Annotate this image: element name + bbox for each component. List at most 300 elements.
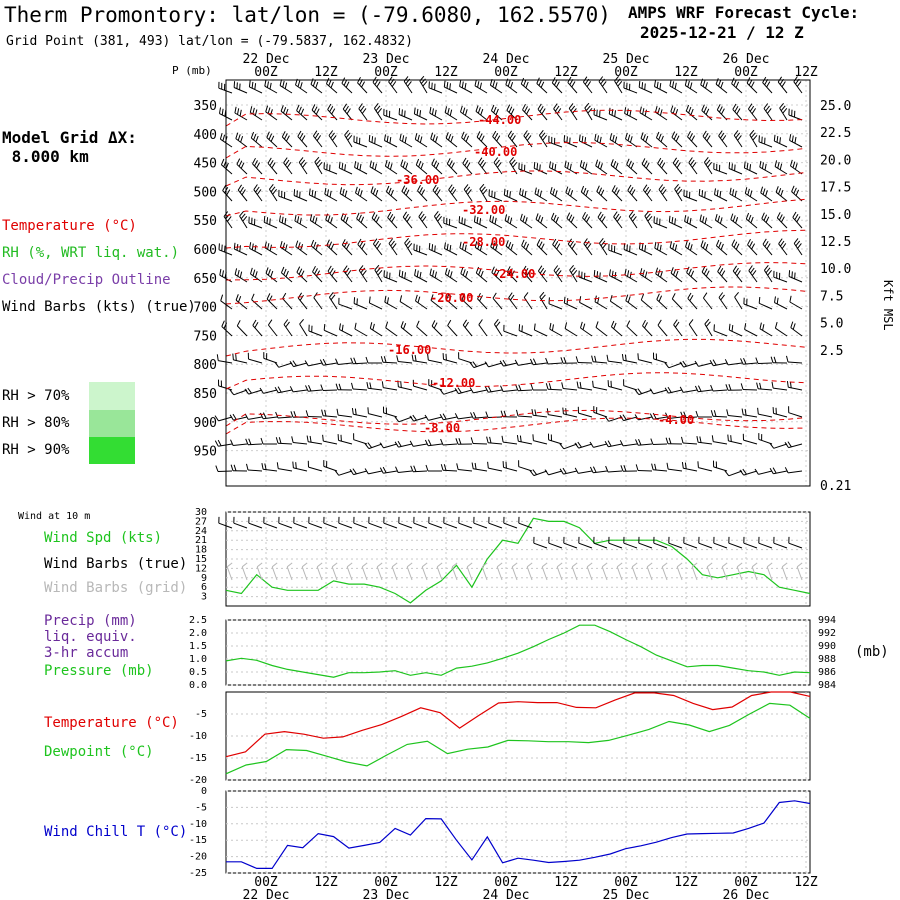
wind-barb [599,77,607,94]
wind-barb [641,132,652,147]
wind-barb [340,187,352,201]
wind-barb [650,389,667,394]
wind-barb [792,186,802,201]
rh90-swatch [89,437,135,464]
windchill-panel-frame [226,791,810,873]
wind-barb [248,353,262,363]
wind-barb [696,411,712,417]
wind-barb [463,320,472,336]
wind-barb [433,185,442,201]
wind-barb [687,267,697,282]
cloud-legend: Cloud/Precip Outline [2,272,171,288]
wind-barb [538,266,547,282]
wind-barb [219,82,232,93]
wind-barb [365,469,382,474]
wind-barb [625,107,637,120]
wind-barb [338,434,352,444]
wind-barb [456,438,472,444]
wind-barb [791,322,802,336]
wind-barb [516,385,532,391]
windchill-panel [189,786,810,879]
wind-barb [313,131,322,147]
wind-barb [643,185,652,201]
wind-barb [336,384,352,390]
top-date-label: 24 Dec [482,52,530,67]
wind-barb [594,406,607,417]
panel-y-tick: 1.0 [188,654,207,665]
wind-barb [740,469,757,475]
wind-barb [296,241,307,255]
top-date-label: 22 Dec [242,52,290,67]
wind-barb [777,212,787,228]
wind-barb [744,162,757,174]
wind-barb [337,409,352,417]
top-time-tick: 00Z [494,65,518,80]
wind-barb [733,104,742,120]
wind-barb [698,461,712,471]
wind-barb [280,241,292,255]
wind-barb [701,79,712,93]
isotherm-line [226,199,806,216]
wind-barb [607,355,622,363]
wind-barb [290,361,307,367]
wind-barb [321,385,337,391]
wind-barb [628,185,637,201]
wind-barb [235,107,247,120]
bottom-date-label: 25 Dec [602,888,650,900]
pressure-tick-label: 900 [193,415,217,431]
bottom-time-tick: 00Z [734,875,758,890]
wind-barb [461,268,472,282]
bottom-date-label: 24 Dec [482,888,530,900]
wind-barb [688,131,698,147]
wind-barb [711,385,727,391]
wind-barb [627,321,637,336]
wind-barb [785,442,802,448]
wind-barb [627,159,637,174]
wind-barb [654,353,668,363]
wind-barb [562,382,577,390]
wind-barb [416,159,427,174]
wind-barb [658,158,667,174]
wind-barb [735,292,742,309]
wind-barb [342,239,352,255]
panel-y-tick: -5 [194,802,207,814]
wind-barb [775,322,787,336]
wind-barb [764,265,772,282]
model-grid-value: 8.000 km [2,147,89,166]
wind-barb [414,108,427,120]
wind-barb [395,441,412,447]
wind-barb [576,356,592,363]
wind-barb [731,214,742,228]
wind-barb [472,463,487,471]
wind-barb [240,211,247,228]
top-date-label: 23 Dec [362,52,410,67]
wind-barb [745,187,757,201]
wind-barb [309,189,322,201]
wind-barb [370,322,382,336]
wind-barb [441,439,457,445]
wind-barb [595,134,607,147]
wind-barb [537,239,547,255]
top-time-tick: 00Z [254,65,278,80]
wind-barb [605,416,622,421]
wind-barb [215,416,232,421]
wind-barb [546,383,562,390]
wind-barb [520,188,532,201]
top-time-tick: 00Z [374,65,398,80]
bottom-time-tick: 00Z [254,875,278,890]
wind-barb [758,408,772,417]
wind-barb [231,440,248,446]
wind-barb [420,76,427,93]
wind-barb [281,267,292,282]
cycle-label: AMPS WRF Forecast Cycle: [628,3,860,22]
wind-barb [759,433,772,444]
wind-barb [741,383,757,390]
wind-barb [730,188,742,201]
wind-barb [305,361,322,366]
bottom-time-tick: 00Z [494,875,518,890]
top-time-tick: 00Z [614,65,638,80]
grid-point-subtitle: Grid Point (381, 493) lat/lon = (-79.5837, 162.4832) [6,34,413,49]
wind-barb [534,162,547,174]
wind-barb [462,132,472,147]
isotherm-label: -24.00 [492,267,536,281]
rh70-swatch [89,382,135,410]
wind-barb [352,383,368,390]
wind-barb [237,320,247,336]
pressure-y2-tick: 986 [818,667,837,678]
wind-barb [268,320,277,336]
wind-barb [431,133,442,147]
wind-barb [773,407,787,417]
wind-barb [448,320,457,336]
wind-barb [579,135,592,147]
wind-barb [354,136,367,147]
wind-barb [380,443,397,448]
height-axis-label: Kft MSL [881,280,895,331]
wind-barb [667,463,682,471]
isotherm-label: -20.00 [430,291,474,305]
wind-barb [743,434,757,444]
wind-barb [686,241,698,255]
wind-barb [583,77,592,93]
wind-barb [326,214,337,228]
pressure-tick-label: 850 [193,387,217,402]
temperature-legend: Temperature (°C) [2,218,137,234]
wind-barb [503,461,517,471]
wind-barb [310,214,322,228]
wind-barb [791,160,803,174]
wind-barb [265,80,277,93]
panel-y-tick: -5 [194,709,207,720]
wind-barb [560,468,577,474]
wind-barb [269,184,277,201]
wind-barb [689,158,697,175]
wind-barb [500,360,517,366]
pressure-tick-label: 650 [193,271,217,287]
wind-barbs-grid-legend: Wind Barbs (grid) [44,580,188,596]
wind-barb [785,467,802,473]
wind-barb [658,320,667,336]
wind-barb [702,266,712,282]
wind-barb [789,406,802,417]
wind-barb [560,444,577,449]
wind-barb [461,106,473,120]
isotherm-label: -44.00 [478,113,522,127]
height-tick-label: 5.0 [820,316,844,332]
wind-barb [789,109,802,120]
wind-barb [457,463,472,471]
wind-barb [550,323,562,336]
wind-barb [759,297,772,309]
wind-barb [651,439,667,445]
wind-barb [779,239,787,255]
top-time-tick: 12Z [674,65,698,80]
wind-barb [254,185,262,202]
wind-barb [581,186,592,201]
panel-y-tick: 2.0 [188,628,207,639]
wind-barb [700,215,712,228]
wind-barb [596,321,607,336]
wind-barb [605,441,622,447]
wind-barb [778,77,787,93]
wind-barb [325,188,337,201]
wind-barb [400,134,412,147]
wind-barb [231,465,247,471]
wind-barb [748,239,758,255]
wind-barb [532,409,547,417]
wind-barb [729,324,742,336]
isotherm-label: -36.00 [396,173,440,187]
wind-barb [488,462,502,471]
wind-barb [478,158,487,174]
pressure-y2-tick: 990 [818,641,837,652]
wind-barb [620,415,637,421]
pressure-tick-label: 750 [193,329,217,345]
wind-barb [222,321,232,336]
wind-barb [251,132,262,147]
wind-barb [549,297,562,309]
wind-barb [635,389,652,395]
wind-10m-label: Wind at 10 m [18,511,91,522]
wind-barb [575,442,592,448]
wind-barb [554,266,562,283]
wind-barb [506,79,517,93]
wind-barb [297,105,307,120]
wind-barb [671,106,682,120]
pressure-tick-label: 500 [193,185,217,201]
wind-barb [445,268,457,282]
bottom-time-tick: 12Z [674,875,698,890]
wind-barb [741,358,758,364]
wind-barb [592,356,607,363]
wind-barb [354,433,367,444]
wind-barb [564,297,577,309]
pressure-tick-label: 600 [193,243,217,258]
wind-barb [699,189,712,201]
wind-barb [447,158,457,174]
wind-barb [340,323,353,336]
wind-barb [311,240,322,255]
top-time-tick: 12Z [794,65,818,80]
wind-barb [221,159,232,174]
wind-barb [425,440,442,446]
wind-barb [215,440,232,446]
wind-barb [352,408,367,417]
wind-barb [620,440,637,446]
wind-barb [530,470,547,476]
cycle-value: 2025-12-21 / 12 Z [640,23,804,42]
wind-barb [405,238,412,255]
wind-barb [219,380,233,390]
wind-barb [371,186,382,201]
wind-barb [430,107,442,120]
wind-barb [748,104,757,120]
wind-barb [490,79,502,93]
wind-barb [728,435,742,444]
wind-barb [759,135,772,147]
wind-barb [672,132,682,147]
isotherm-line [226,287,806,304]
wind-barb [652,464,667,471]
pressure-tick-label: 450 [193,156,217,172]
wind-barb [327,240,337,255]
wind-barb [312,104,322,120]
wind-barb [350,469,367,475]
top-date-label: 26 Dec [722,52,770,67]
wind-barb [550,161,563,174]
wind-barb [373,239,382,255]
panel-y-tick: 30 [194,507,207,518]
wind-barb [236,133,247,147]
wind-barb [355,323,367,336]
wind-barb [417,321,427,336]
wind-barb [749,266,757,283]
wind-barb [682,437,698,444]
wind-barb [280,215,293,228]
wind-barb [535,188,547,201]
wind-barb [547,408,562,417]
wind-barb [640,107,652,120]
wind-barb [238,185,247,201]
wind-barb [546,358,562,364]
wind-barb [298,131,307,147]
bottom-date-label: 26 Dec [722,888,770,900]
wind-barb [446,132,457,147]
wind-barb [716,78,727,93]
wind-barb [464,184,472,201]
pressure-tick-label: 400 [193,127,217,143]
wind-barb [774,135,787,147]
wind-barb [771,357,787,363]
panel-y-tick: -25 [188,868,207,879]
wind-barb [593,381,607,390]
wind-barb [414,244,427,255]
wind-barb [682,462,697,471]
dewpoint-panel-legend: Dewpoint (°C) [44,744,154,760]
wind-barb [276,437,292,444]
isotherm-line [226,418,806,434]
wind-barb [434,211,442,228]
wind-barb [306,385,323,391]
isotherm-label: -32.00 [462,203,506,217]
wind-barb [441,464,457,471]
wind-barb [695,386,712,392]
wind-barb [727,409,742,417]
wind-barb [411,466,427,472]
wind-barb [640,268,652,282]
wind-barb [459,216,472,228]
wind-barb [659,185,667,202]
wind-panel [195,507,810,606]
wind-barb [757,383,772,390]
panel-y-tick: 9 [200,572,207,584]
pressure-unit-label: (mb) [855,644,889,660]
precip-panel-frame [226,620,810,685]
wind-barb [611,321,622,336]
wind-barb [336,359,353,365]
wind-barb [230,390,247,395]
wind-spd-legend: Wind Spd (kts) [44,530,163,546]
wind-barb [223,185,232,201]
wind-barb [430,269,442,282]
isotherm-line [226,339,806,356]
pressure-axis-label: P (mb) [172,64,212,77]
wind-barb [260,413,277,419]
top-date-label: 25 Dec [602,52,650,67]
wind-barb [665,387,682,393]
wind-barb [523,104,533,120]
height-tick-label: 17.5 [820,180,852,196]
wind-barb [250,106,262,120]
precip-legend: Precip (mm) [44,613,137,629]
panel-y-tick: 6 [200,582,207,594]
wind-barb [718,266,727,282]
wind-barb [216,466,232,472]
wind-barb [261,438,277,444]
wind-barb [715,188,728,201]
isotherm-label: -28.00 [462,235,506,249]
wind-barb [266,106,277,120]
wind-barb [561,357,577,363]
pressure-y2-tick: 988 [818,654,837,665]
wind-barb [697,436,712,444]
wind-barb [293,462,307,471]
wind-barb [763,239,772,255]
wind-barb [536,213,547,228]
top-time-tick: 12Z [314,65,338,80]
wind-barb [404,76,412,93]
wind-barb [550,187,562,201]
bottom-time-tick: 12Z [794,875,818,890]
wind-barb [386,322,397,336]
wind-barb [596,160,607,174]
wind-barb [764,104,772,121]
wind-barb [275,387,292,393]
wind-barb [369,135,382,147]
wind-barb [328,266,337,282]
wind-barb [670,80,682,93]
pressure-tick-label: 350 [193,99,217,114]
wind-barb [744,298,757,309]
wind-barb [715,214,727,228]
isotherm-label: -12.00 [432,376,476,390]
wind-barb [475,80,487,93]
wind-barb [674,320,682,336]
